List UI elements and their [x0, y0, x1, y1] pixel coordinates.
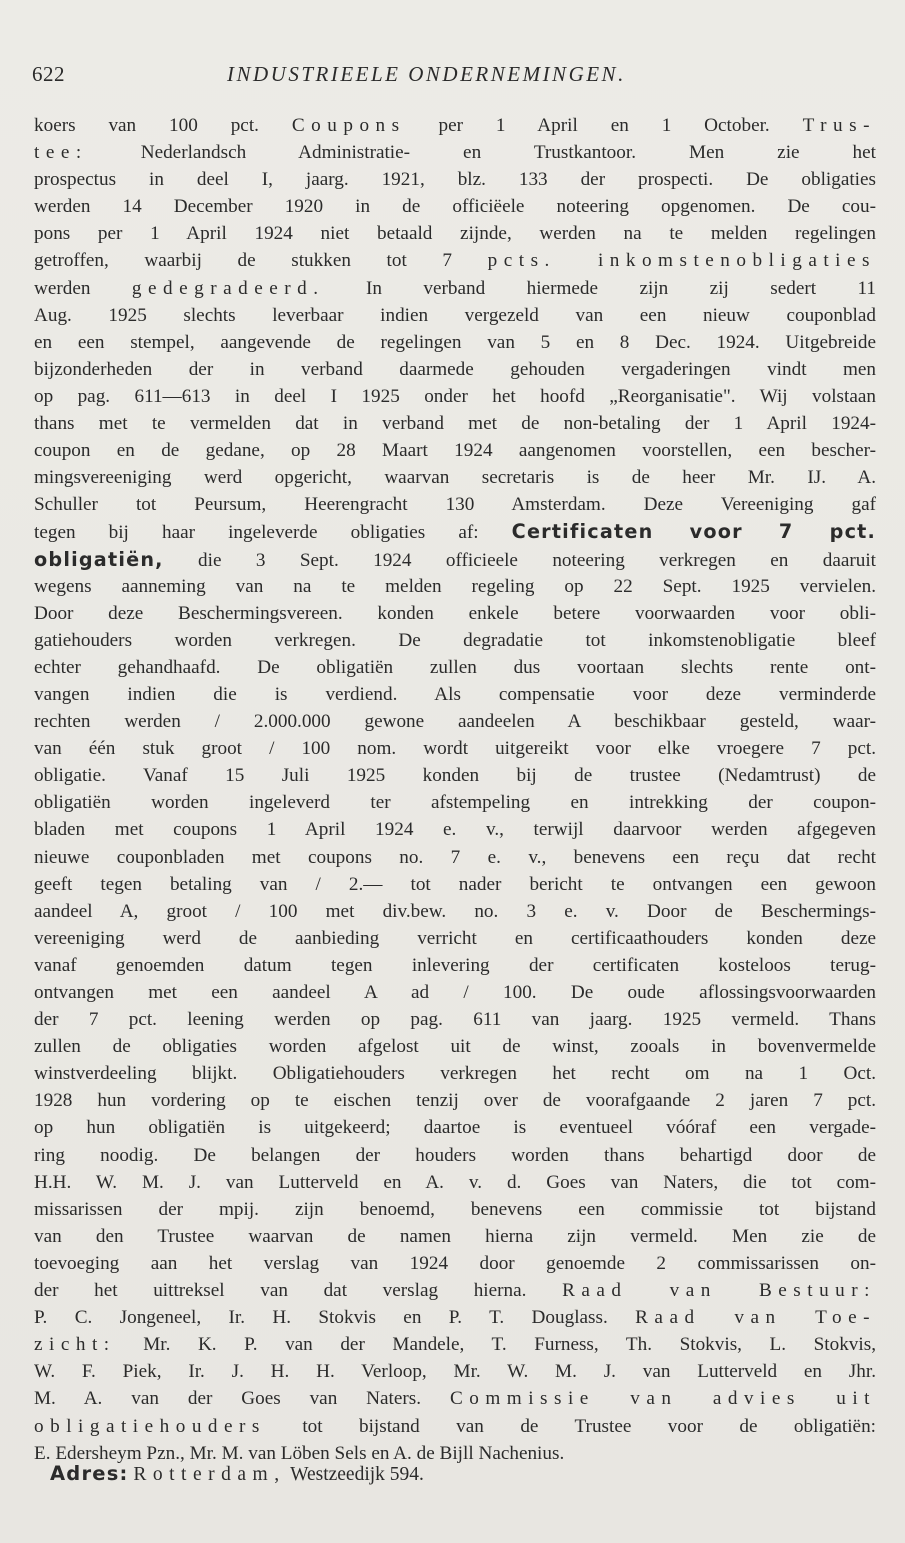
- text-line: [34, 518, 876, 545]
- text-line: [34, 247, 876, 274]
- text-line: [34, 437, 876, 464]
- text-run: op pag. 611—613 in deel I 1925 onder het hoofd „Reorganisatie". Wij volstaan: [34, 385, 876, 407]
- text-line: [34, 844, 876, 871]
- text-line: [34, 410, 876, 437]
- text-line: [34, 464, 876, 491]
- text-run: obligatie. Vanaf 15 Juli 1925 konden bij de trustee (Nedamtrust) de: [34, 765, 876, 787]
- text-run: getroffen, waarbij de stukken tot 7: [34, 250, 488, 272]
- text-line: [34, 654, 876, 681]
- text-line: [34, 1033, 876, 1060]
- text-run: werden 14 December 1920 in de officiëele noteering opgenomen. De cou-: [34, 196, 876, 218]
- text-line: [34, 383, 876, 410]
- text-line: [34, 925, 876, 952]
- text-run: H.H. W. M. J. van Lutterveld en A. v. d. Goes van Naters, die tot com-: [34, 1171, 876, 1193]
- text-run: bladen met coupons 1 April 1924 e. v., terwijl daarvoor werden afgegeven: [34, 819, 876, 841]
- text-run: geeft tegen betaling van / 2.— tot nader bericht te ontvangen een gewoon: [34, 873, 876, 895]
- bold-text-run: Certificaten voor 7 pct.: [511, 520, 876, 544]
- text-line: [34, 762, 876, 789]
- text-run: ring noodig. De belangen der houders worden thans behartigd door de: [34, 1144, 876, 1166]
- spaced-text-run: Commissie van advies uit: [449, 1388, 876, 1410]
- text-line: [34, 193, 876, 220]
- text-run: koers van 100 pct.: [34, 115, 292, 136]
- text-run: M. A. van der Goes van Naters.: [34, 1388, 450, 1410]
- text-line: [34, 302, 876, 329]
- text-line: [34, 1087, 876, 1114]
- text-line: [34, 356, 876, 383]
- text-run: tot bijstand van de Trustee voor de obligatiën:: [265, 1415, 876, 1437]
- text-line: [34, 1413, 876, 1440]
- text-run: gatiehouders worden verkregen. De degradatie tot inkomstenobligatie bleef: [34, 629, 876, 651]
- text-run: bijzonderheden der in verband daarmede gehouden vergaderingen vindt men: [34, 358, 876, 380]
- text-line: [34, 1277, 876, 1304]
- text-line: [34, 952, 876, 979]
- text-run: prospectus in deel I, jaarg. 1921, blz. 133 der prospecti. De obligaties: [34, 169, 876, 191]
- text-run: en een stempel, aangevende de regelingen van 5 en 8 Dec. 1924. Uitgebreide: [34, 331, 876, 353]
- address-label: Adres:: [50, 1462, 129, 1485]
- text-run: Schuller tot Peursum, Heerengracht 130 Amsterdam. Deze Vereeniging gaf: [34, 494, 876, 516]
- text-run: vereeniging werd de aanbieding verricht en certificaathouders konden deze: [34, 927, 876, 949]
- text-line: [34, 166, 876, 193]
- text-line: [34, 1223, 876, 1250]
- text-run: aandeel A, groot / 100 met div.bew. no. 3 e. v. Door de Beschermings-: [34, 900, 876, 922]
- running-head: INDUSTRIEELE ONDERNEMINGEN.: [227, 62, 626, 86]
- text-run: van den Trustee waarvan de namen hierna zijn vermeld. Men zie de: [34, 1225, 876, 1247]
- text-line: [34, 1304, 876, 1331]
- text-run: zullen de obligaties worden afgelost uit de winst, zooals in bovenvermelde: [34, 1036, 876, 1058]
- text-line: [34, 275, 876, 302]
- text-line: [34, 600, 876, 627]
- text-line: [34, 491, 876, 518]
- text-line: [34, 1142, 876, 1169]
- spaced-text-run: tee:: [34, 142, 88, 164]
- text-line: [34, 1358, 876, 1385]
- address-city: Rotterdam,: [133, 1464, 286, 1485]
- text-run: vanaf genoemden datum tegen inlevering der certificaten kosteloos terug-: [34, 954, 876, 976]
- text-run: tegen bij haar ingeleverde obligaties af:: [34, 522, 512, 544]
- text-run: 1928 hun vordering op te eischen tenzij over de voorafgaande 2 jaren 7 pct.: [34, 1090, 876, 1112]
- address-line: [50, 1462, 424, 1486]
- text-run: In verband hiermede zijn zij sedert 11: [324, 277, 876, 299]
- text-run: toevoeging aan het verslag van 1924 door genoemde 2 commissarissen on-: [34, 1252, 876, 1274]
- text-run: vangen indien die is verdiend. Als compensatie voor deze verminderde: [34, 683, 876, 705]
- text-run: die 3 Sept. 1924 officieele noteering verkregen en daaruit: [163, 549, 876, 571]
- text-line: [34, 546, 876, 573]
- text-run: pons per 1 April 1924 niet betaald zijnde, werden na te melden regelingen: [34, 223, 876, 245]
- text-line: [34, 735, 876, 762]
- spaced-text-run: Coupons: [291, 115, 406, 136]
- text-run: Aug. 1925 slechts leverbaar indien vergezeld van een nieuw couponblad: [34, 304, 876, 326]
- text-run: wegens aanneming van na te melden regeling op 22 Sept. 1925 vervielen.: [34, 575, 876, 597]
- text-line: [34, 139, 876, 166]
- text-line: [34, 1331, 876, 1358]
- text-run: thans met te vermelden dat in verband met de non-betaling der 1 April 1924-: [34, 413, 876, 435]
- text-run: ontvangen met een aandeel A ad / 100. De oude aflossingsvoorwaarden: [34, 982, 876, 1003]
- text-run: Nederlandsch Administratie- en Trustkantoor. Men zie het: [87, 142, 876, 164]
- text-run: Mr. K. P. van der Mandele, T. Furness, Th. Stokvis, L. Stokvis,: [115, 1334, 876, 1356]
- text-line: [34, 681, 876, 708]
- text-run: rechten werden / 2.000.000 gewone aandeelen A beschikbaar gesteld, waar-: [34, 711, 876, 733]
- text-line: [34, 1250, 876, 1277]
- text-run: E. Edersheym Pzn., Mr. M. van Löben Sels en A. de Bijll Nachenius.: [34, 1442, 565, 1464]
- spaced-text-run: Trus-: [802, 115, 876, 136]
- text-run: missarissen der mpij. zijn benoemd, benevens een commissie tot bijstand: [34, 1198, 876, 1220]
- text-run: op hun obligatiën is uitgekeerd; daartoe is eventueel vóóraf een vergade-: [34, 1117, 876, 1139]
- text-line: [34, 708, 876, 735]
- text-line: [34, 816, 876, 843]
- text-line: [34, 871, 876, 898]
- text-run: werden: [34, 277, 132, 299]
- text-line: [34, 627, 876, 654]
- text-run: echter gehandhaafd. De obligatiën zullen dus voortaan slechts rente ont-: [34, 656, 876, 678]
- spaced-text-run: pcts. inkomstenobligaties: [487, 250, 876, 272]
- text-line: [34, 220, 876, 247]
- text-line: [34, 979, 876, 1006]
- spaced-text-run: Raad van Toe-: [635, 1307, 876, 1329]
- text-run: W. F. Piek, Ir. J. H. H. Verloop, Mr. W. M. J. van Lutterveld en Jhr.: [34, 1361, 876, 1383]
- page-header: [32, 62, 882, 92]
- text-line: [34, 112, 876, 139]
- text-line: [34, 1114, 876, 1141]
- text-line: [34, 1006, 876, 1033]
- text-run: mingsvereeniging werd opgericht, waarvan secretaris is de heer Mr. IJ. A.: [34, 467, 876, 489]
- text-run: coupon en de gedane, op 28 Maart 1924 aangenomen voorstellen, een bescher-: [34, 440, 876, 462]
- text-run: winstverdeeling blijkt. Obligatiehouders verkregen het recht om na 1 Oct.: [34, 1063, 876, 1085]
- body-text: [34, 112, 876, 1467]
- text-run: per 1 April en 1 October.: [405, 115, 803, 136]
- text-run: obligatiën worden ingeleverd ter afstempeling en intrekking der coupon-: [34, 792, 876, 814]
- text-line: [34, 789, 876, 816]
- text-run: nieuwe couponbladen met coupons no. 7 e. v., benevens een reçu dat recht: [34, 846, 876, 868]
- bold-text-run: obligatiën,: [34, 547, 164, 571]
- spaced-text-run: gedegradeerd.: [131, 277, 325, 299]
- text-line: [34, 329, 876, 356]
- text-line: [34, 1169, 876, 1196]
- text-line: [34, 1196, 876, 1223]
- text-run: Door deze Beschermingsvereen. konden enkele betere voorwaarden voor obli-: [34, 602, 876, 624]
- text-line: [34, 1060, 876, 1087]
- text-line: [34, 1385, 876, 1412]
- spaced-text-run: zicht:: [34, 1334, 116, 1356]
- text-run: der 7 pct. leening werden op pag. 611 van jaarg. 1925 vermeld. Thans: [34, 1009, 876, 1031]
- address-street: Westzeedijk 594.: [290, 1464, 424, 1485]
- spaced-text-run: obligatiehouders: [34, 1415, 266, 1437]
- text-line: [34, 573, 876, 600]
- text-run: der het uittreksel van dat verslag hierna.: [34, 1280, 563, 1302]
- spaced-text-run: Raad van Bestuur:: [562, 1280, 876, 1302]
- page-number: 622: [32, 62, 65, 86]
- text-line: [34, 898, 876, 925]
- text-run: van één stuk groot / 100 nom. wordt uitgereikt voor elke vroegere 7 pct.: [34, 738, 876, 760]
- text-run: P. C. Jongeneel, Ir. H. Stokvis en P. T. Douglass.: [34, 1307, 636, 1329]
